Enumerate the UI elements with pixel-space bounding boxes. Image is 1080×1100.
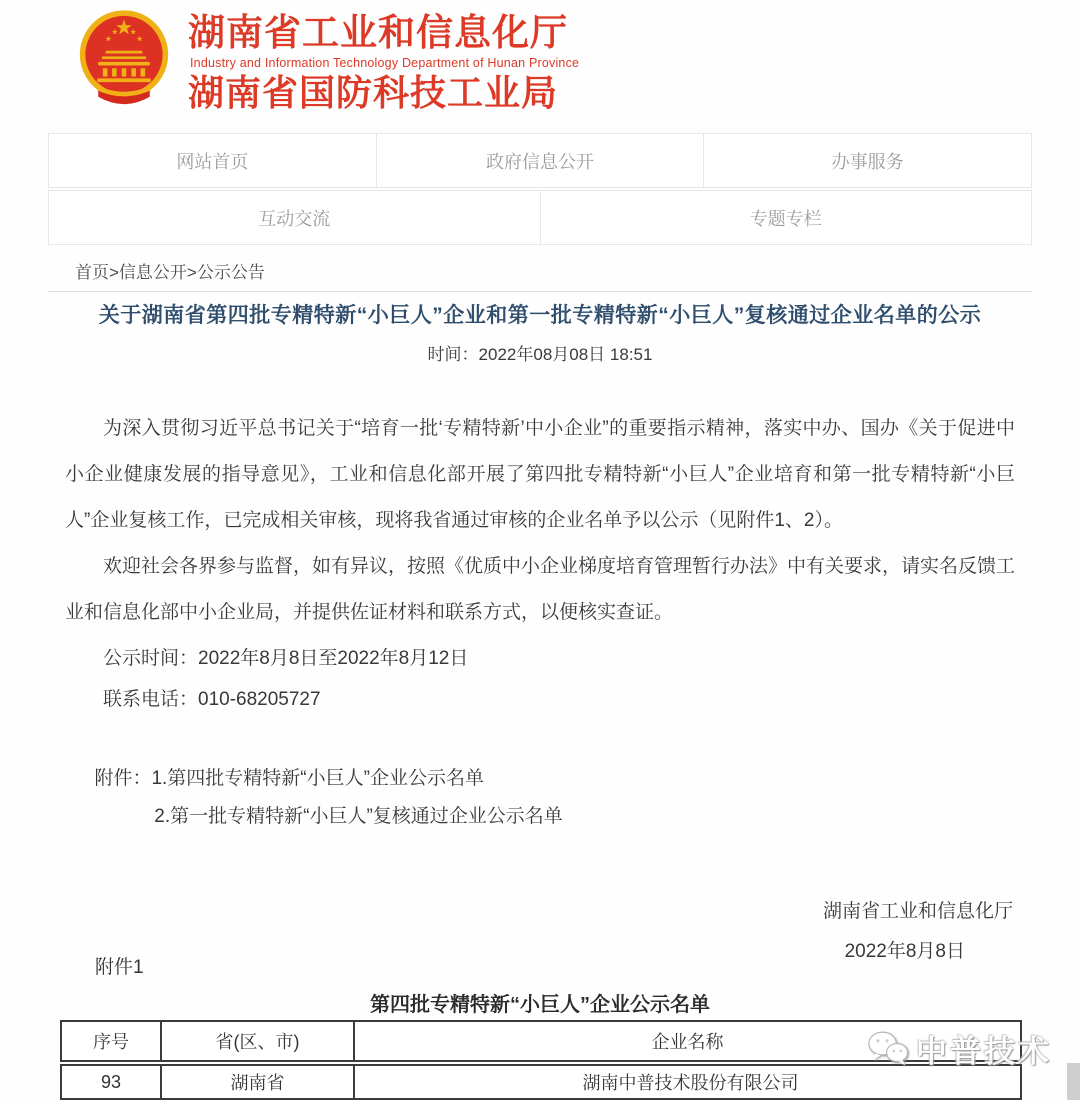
attachment-item-1	[65, 760, 1015, 798]
site-logo[interactable]	[78, 8, 579, 113]
cell-province: 湖南省	[161, 1063, 354, 1099]
attachment-item-2	[65, 798, 1015, 836]
page-title: 关于湖南省第四批专精特新“小巨人”企业和第一批专精特新“小巨人”复核通过企业名单的公示	[98, 304, 982, 327]
attachment-1-title: 1.第四批专精特新“小巨人”企业公示名单	[151, 768, 484, 789]
nav-item-special-columns[interactable]: 专题专栏	[541, 190, 1033, 245]
signature-date: 2022年8月8日	[844, 941, 965, 962]
publish-time: 时间：2022年08月08日 18:51	[427, 345, 653, 364]
org-name-english: Industry and Information Technology Department of Hunan Province	[190, 55, 580, 70]
cell-serial-no: 93	[61, 1063, 161, 1099]
paragraph-1: 为深入贯彻习近平总书记关于“培育一批‘专精特新’中小企业”的重要指示精神，落实中办、国办《关于促进中小企业健康发展的指导意见》，工业和信息化部开展了第四批专精特新“小巨人”企业培育和第一批专精特新“小巨人”企业复核工作，已完成相关审核，现将我省通过审核的企业名单予以公示（见附件1、2）。	[65, 418, 1015, 531]
scrollbar-thumb[interactable]	[1067, 1063, 1080, 1100]
org-name-line2: 湖南省国防科技工业局	[188, 71, 559, 113]
company-list-table	[60, 1020, 1022, 1100]
nav-item-interaction[interactable]: 互动交流	[48, 190, 541, 245]
attachments-list	[65, 760, 1015, 836]
annex-table-title: 第四批专精特新“小巨人”企业公示名单	[370, 994, 710, 1016]
table-header-row	[61, 1021, 1021, 1063]
header-company: 企业名称	[354, 1021, 1021, 1063]
nav-item-home[interactable]: 网站首页	[48, 133, 377, 188]
nav-bar-row1	[48, 133, 1032, 188]
article-body	[65, 406, 1015, 972]
watermark-text: 中普技术	[916, 1034, 1052, 1069]
paragraph-2: 欢迎社会各界参与监督，如有异议，按照《优质中小企业梯度培育管理暂行办法》中有关要求，请实名反馈工业和信息化部中小企业局，并提供佐证材料和联系方式，以便核实查证。	[65, 556, 1016, 623]
attachment-2-title: 2.第一批专精特新“小巨人”复核通过企业公示名单	[154, 806, 563, 827]
breadcrumb[interactable]: 首页>信息公开>公示公告	[75, 263, 265, 282]
china-national-emblem-icon	[78, 8, 170, 112]
org-name-line1: 湖南省工业和信息化厅	[188, 12, 568, 53]
attachments-label: 附件：	[94, 768, 152, 789]
signature-org: 湖南省工业和信息化厅	[822, 901, 1013, 922]
signature-block	[65, 892, 1015, 972]
table-row	[61, 1063, 1021, 1099]
org-titles	[188, 8, 579, 113]
publicity-period: 公示时间：2022年8月8日至2022年8月12日	[103, 648, 469, 669]
annex-label: 附件1	[95, 957, 144, 978]
breadcrumb-divider	[48, 291, 1032, 292]
contact-phone: 联系电话：010-68205727	[103, 689, 321, 710]
nav-bar-row2	[48, 190, 1032, 245]
header-province: 省(区、市)	[161, 1021, 354, 1063]
cell-company: 湖南中普技术股份有限公司	[354, 1063, 1021, 1099]
nav-item-gov-info[interactable]: 政府信息公开	[377, 133, 705, 188]
header-serial-no: 序号	[61, 1021, 161, 1063]
nav-item-services[interactable]: 办事服务	[704, 133, 1032, 188]
